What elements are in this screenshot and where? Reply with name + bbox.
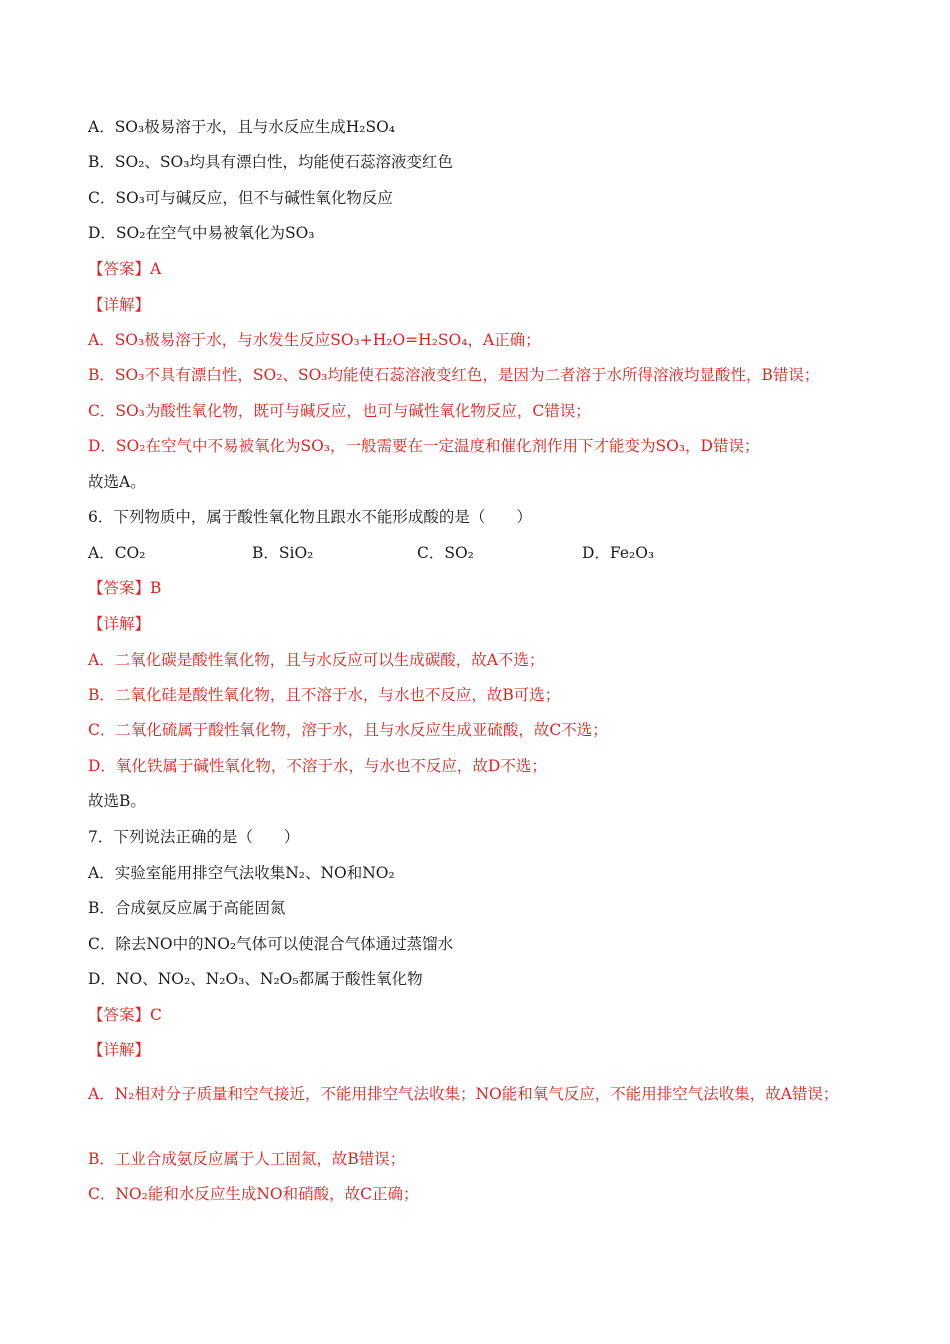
q5-detail-label: 【详解】 bbox=[88, 296, 151, 314]
q5-conclusion: 故选A。 bbox=[88, 473, 146, 491]
q6-detail-c: C．二氧化硫属于酸性氧化物，溶于水，且与水反应生成亚硫酸，故C不选； bbox=[88, 721, 608, 739]
q5-detail-d: D．SO₂在空气中不易被氧化为SO₃，一般需要在一定温度和催化剂作用下才能变为SO₃，D错误； bbox=[88, 437, 760, 455]
q7-detail-c: C．NO₂能和水反应生成NO和硝酸，故C正确； bbox=[88, 1185, 419, 1203]
q7-option-a: A．实验室能用排空气法收集N₂、NO和NO₂ bbox=[88, 864, 395, 882]
q5-option-c: C．SO₃可与碱反应，但不与碱性氧化物反应 bbox=[88, 189, 393, 207]
q7-detail-label: 【详解】 bbox=[88, 1041, 151, 1059]
q7-option-c: C．除去NO中的NO₂气体可以使混合气体通过蒸馏水 bbox=[88, 935, 454, 953]
q5-detail-b: B．SO₃不具有漂白性，SO₂、SO₃均能使石蕊溶液变红色，是因为二者溶于水所得溶液均显酸性，B错误； bbox=[88, 366, 820, 384]
q6-stem: 6．下列物质中，属于酸性氧化物且跟水不能形成酸的是（ ） bbox=[88, 508, 532, 526]
q7-stem: 7．下列说法正确的是（ ） bbox=[88, 828, 300, 846]
q6-option-a: A．CO₂ bbox=[88, 544, 146, 562]
q6-detail-label: 【详解】 bbox=[88, 615, 151, 633]
q5-detail-a: A．SO₃极易溶于水，与水发生反应SO₃+H₂O=H₂SO₄，A正确； bbox=[88, 331, 541, 349]
q6-option-b: B．SiO₂ bbox=[252, 544, 314, 562]
q7-detail-b: B．工业合成氨反应属于人工固氮，故B错误； bbox=[88, 1150, 406, 1168]
q6-conclusion: 故选B。 bbox=[88, 792, 146, 810]
q7-answer: 【答案】C bbox=[88, 1006, 162, 1024]
q5-detail-c: C．SO₃为酸性氧化物，既可与碱反应，也可与碱性氧化物反应，C错误； bbox=[88, 402, 591, 420]
q7-detail-a: A．N₂相对分子质量和空气接近，不能用排空气法收集；NO能和氧气反应，不能用排空气法收集，故A错误； bbox=[88, 1085, 839, 1103]
q7-option-d: D．NO、NO₂、N₂O₃、N₂O₅都属于酸性氧化物 bbox=[88, 970, 423, 988]
q6-detail-a: A．二氧化碳是酸性氧化物，且与水反应可以生成碳酸，故A不选； bbox=[88, 651, 545, 669]
q5-answer: 【答案】A bbox=[88, 260, 162, 278]
q6-option-c: C．SO₂ bbox=[417, 544, 474, 562]
q6-detail-d: D．氧化铁属于碱性氧化物，不溶于水，与水也不反应，故D不选； bbox=[88, 757, 547, 775]
q5-option-b: B．SO₂、SO₃均具有漂白性，均能使石蕊溶液变红色 bbox=[88, 153, 453, 171]
q6-answer: 【答案】B bbox=[88, 579, 162, 597]
q6-detail-b: B．二氧化硅是酸性氧化物，且不溶于水，与水也不反应，故B可选； bbox=[88, 686, 561, 704]
q5-option-d: D．SO₂在空气中易被氧化为SO₃ bbox=[88, 224, 315, 242]
q7-option-b: B．合成氨反应属于高能固氮 bbox=[88, 899, 286, 917]
q6-option-d: D．Fe₂O₃ bbox=[582, 544, 655, 562]
q5-option-a: A．SO₃极易溶于水，且与水反应生成H₂SO₄ bbox=[88, 118, 396, 136]
